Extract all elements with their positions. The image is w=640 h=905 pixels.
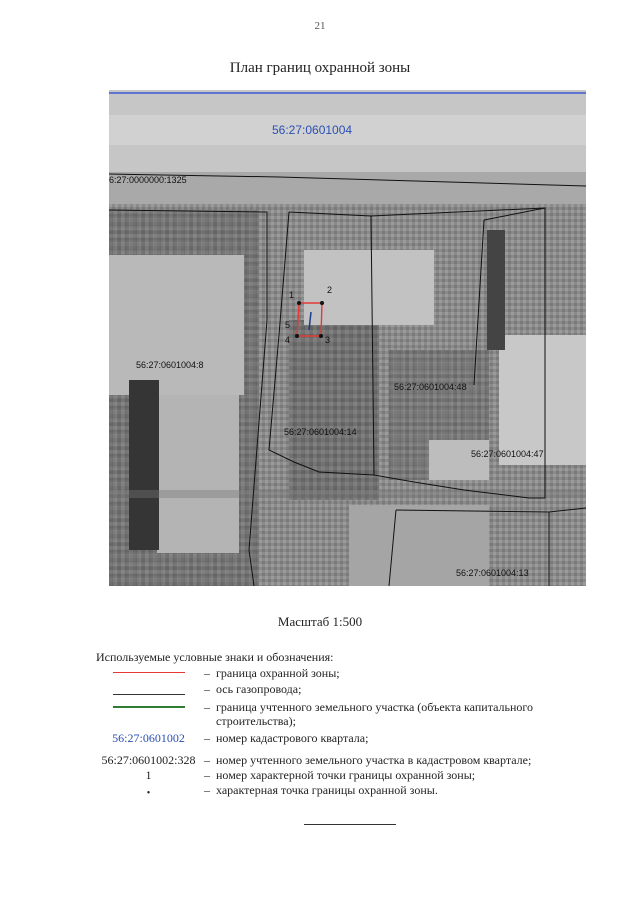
legend-desc: граница учтенного земельного участка (объекта капитального строительства); (216, 700, 534, 728)
point-number-2: 2 (327, 285, 333, 295)
legend-symbol: 56:27:0601002 (112, 731, 185, 745)
scale-label: Масштаб 1:500 (277, 614, 363, 629)
boundary-point (320, 301, 324, 305)
point-number-4: 4 (285, 335, 291, 345)
legend-desc: номер кадастрового квартала; (216, 731, 369, 745)
legend-desc: ось газопровода; (216, 682, 302, 696)
legend-symbol: 56:27:0601002:328 (101, 753, 196, 767)
legend-symbol: 1 (145, 768, 152, 782)
quarter-label: 56:27:0601004 (272, 123, 353, 137)
legend-desc: номер учтенного земельного участка в кадастровом квартале; (216, 753, 532, 767)
page-title: План границ охранной зоны (229, 60, 411, 76)
point-number-1: 1 (289, 290, 295, 300)
legend-title: Используемые условные знаки и обозначения: (96, 650, 334, 664)
boundary-point (297, 301, 301, 305)
parcel-label: 56:27:0601004:13 (456, 568, 529, 578)
legend-symbol (96, 666, 201, 673)
legend-symbol: • (146, 788, 151, 799)
parcel-label: 56:27:0601004:47 (471, 449, 544, 459)
parcel-label: 56:27:0601004:14 (284, 427, 357, 437)
point-number-3: 3 (325, 335, 331, 345)
parcel-label: 56:27:0601004:48 (394, 382, 467, 392)
boundary-point (295, 334, 299, 338)
legend-symbol (96, 700, 201, 708)
legend-desc: номер характерной точки границы охранной зоны; (216, 768, 476, 782)
page-number: 21 (314, 20, 326, 32)
road-label: 6:27:0000000:1325 (109, 175, 187, 185)
point-number-5: 5 (285, 320, 291, 330)
legend-desc: характерная точка границы охранной зоны. (216, 783, 438, 797)
site-plan-map (109, 90, 586, 586)
legend-symbol (96, 682, 201, 695)
end-rule (304, 824, 396, 825)
parcel-label: 56:27:0601004:8 (136, 360, 204, 370)
map-svg (109, 90, 586, 586)
legend-desc: граница охранной зоны; (216, 666, 340, 680)
boundary-point (319, 334, 323, 338)
